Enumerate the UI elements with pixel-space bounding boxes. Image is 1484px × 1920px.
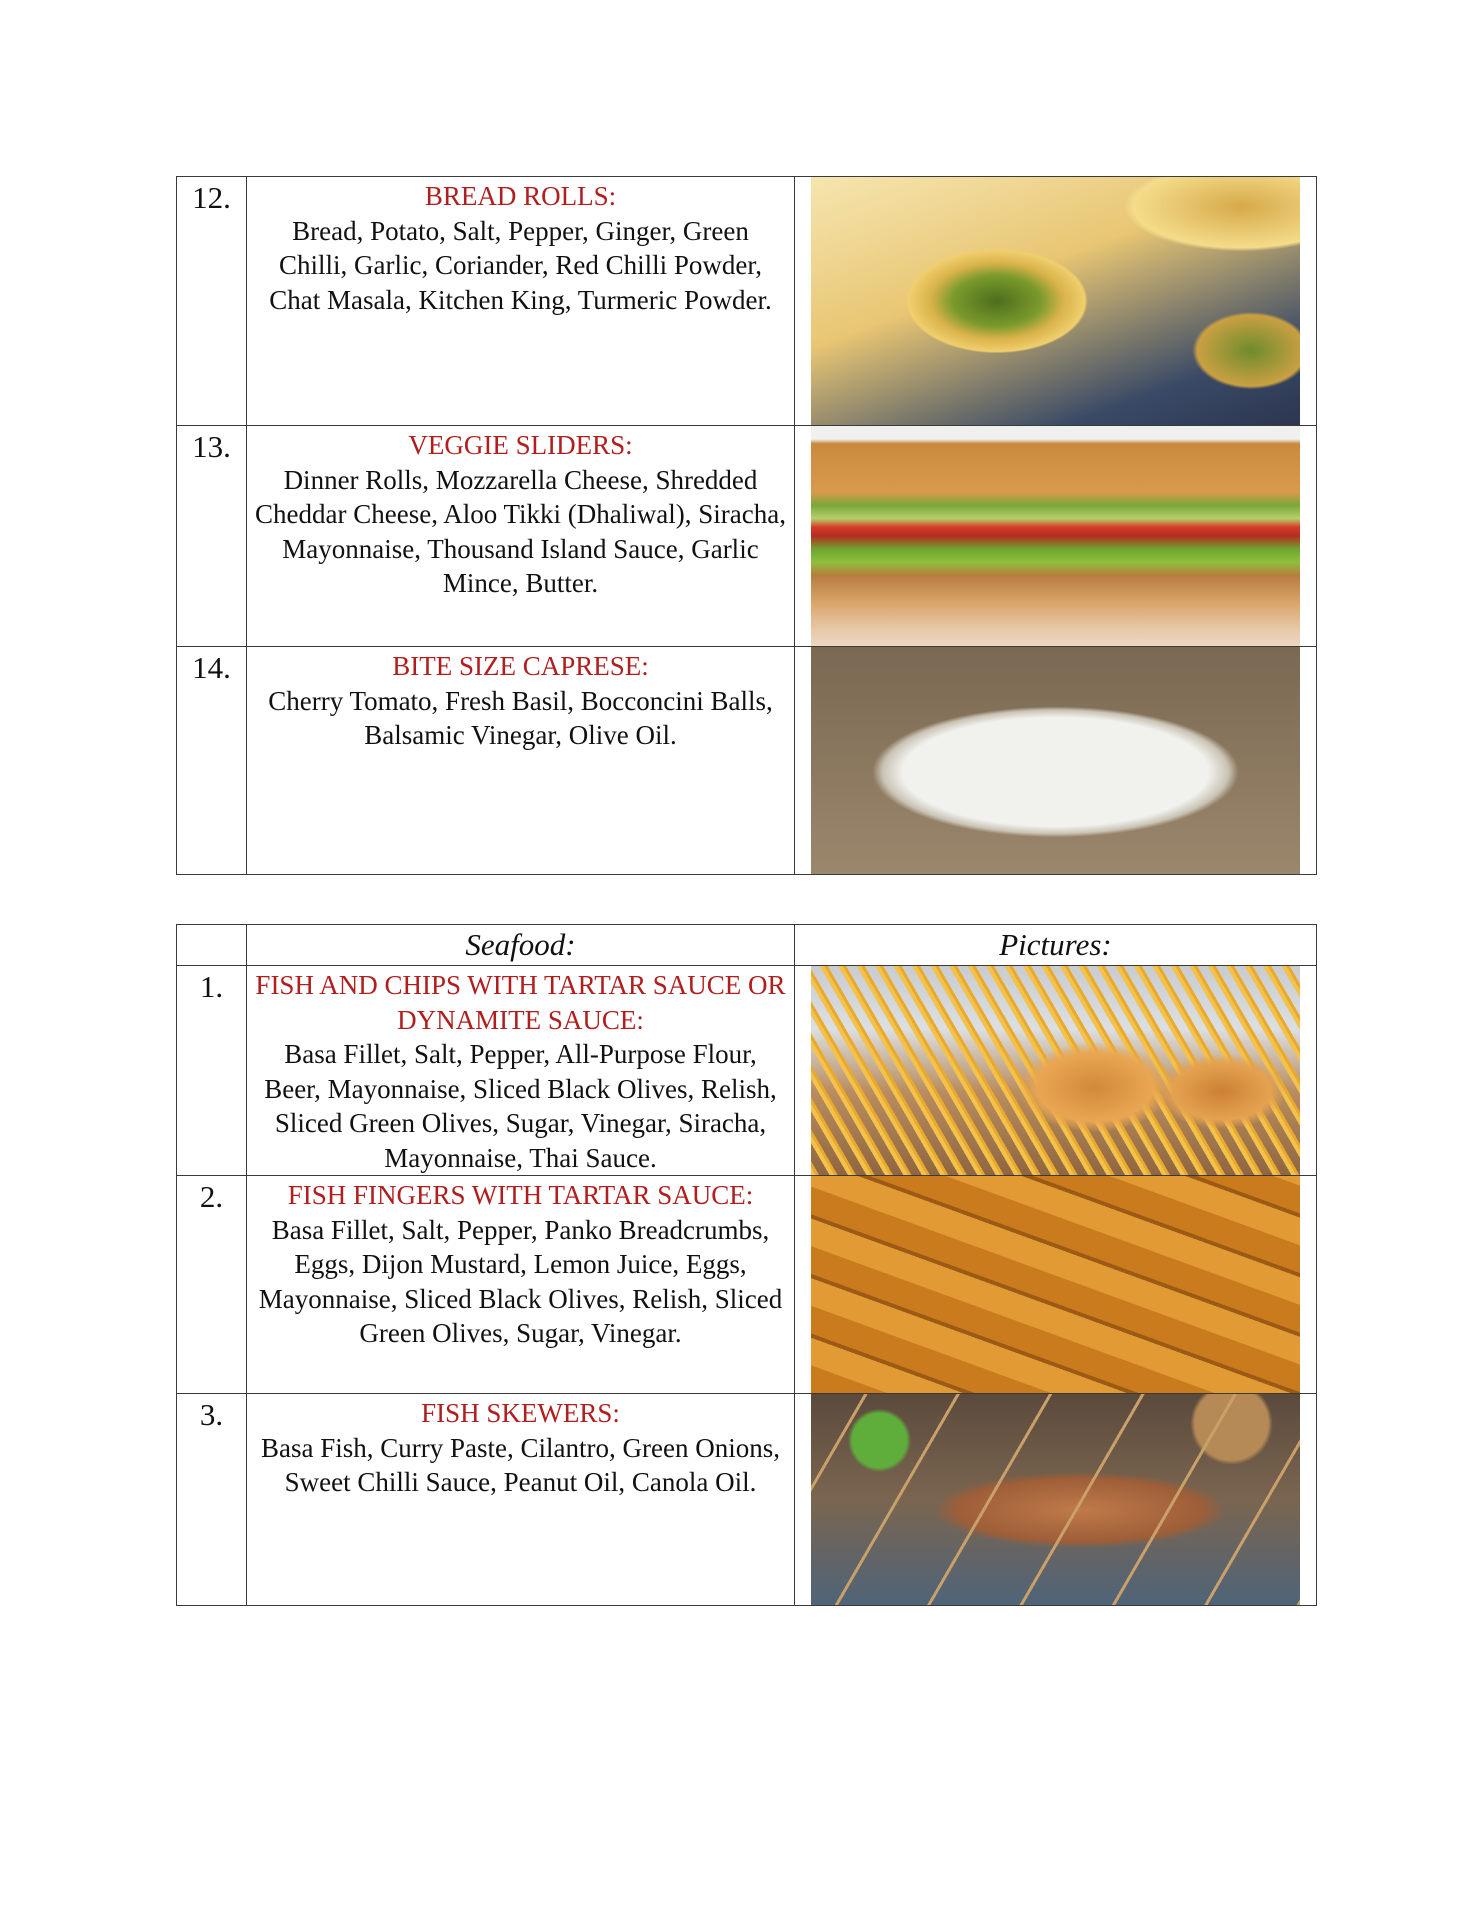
- item-picture-cell: [795, 426, 1317, 647]
- table-row: [177, 1176, 1317, 1394]
- dish-ingredients: Dinner Rolls, Mozzarella Cheese, Shredded Cheddar Cheese, Aloo Tikki (Dhaliwal), Siracha, Mayonnaise, Thousand Island Sauce, Garlic Mince, Butter.: [255, 464, 786, 598]
- item-number: 12.: [177, 177, 247, 426]
- item-description: [247, 1176, 795, 1394]
- dish-ingredients: Bread, Potato, Salt, Pepper, Ginger, Green Chilli, Garlic, Coriander, Red Chilli Powder, Chat Masala, Kitchen King, Turmeric Powder.: [269, 215, 772, 315]
- table-row: [177, 647, 1317, 875]
- item-picture-cell: [795, 647, 1317, 875]
- dish-title: FISH SKEWERS:: [421, 1398, 620, 1428]
- bite-size-caprese-photo: [811, 647, 1300, 874]
- item-number: 3.: [177, 1394, 247, 1606]
- item-number: 13.: [177, 426, 247, 647]
- dish-ingredients: Cherry Tomato, Fresh Basil, Bocconcini Balls, Balsamic Vinegar, Olive Oil.: [268, 685, 773, 750]
- vegetarian-menu-table: [176, 176, 1317, 875]
- dish-title: VEGGIE SLIDERS:: [408, 430, 633, 460]
- dish-ingredients: Basa Fillet, Salt, Pepper, Panko Breadcrumbs, Eggs, Dijon Mustard, Lemon Juice, Eggs, Mayonnaise, Sliced Black Olives, Relish, Sliced Green Olives, Sugar, Vinegar.: [258, 1214, 783, 1348]
- item-picture-cell: [795, 177, 1317, 426]
- item-picture-cell: [795, 966, 1317, 1176]
- header-section-title: Seafood:: [247, 925, 795, 966]
- dish-title: FISH AND CHIPS WITH TARTAR SAUCE OR DYNAMITE SAUCE:: [255, 970, 786, 1035]
- item-picture-cell: [795, 1394, 1317, 1606]
- table-header-row: [177, 925, 1317, 966]
- table-row: [177, 966, 1317, 1176]
- item-number: 1.: [177, 966, 247, 1176]
- fish-fingers-photo: [811, 1176, 1300, 1393]
- fish-and-chips-photo: [811, 966, 1300, 1175]
- dish-ingredients: Basa Fillet, Salt, Pepper, All-Purpose Flour, Beer, Mayonnaise, Sliced Black Olives, Relish, Sliced Green Olives, Sugar, Vinegar, Siracha, Mayonnaise, Thai Sauce.: [264, 1039, 777, 1173]
- item-description: [247, 647, 795, 875]
- bread-rolls-photo: [811, 177, 1300, 425]
- dish-title: BITE SIZE CAPRESE:: [392, 651, 649, 681]
- header-pictures: Pictures:: [795, 925, 1317, 966]
- item-number: 2.: [177, 1176, 247, 1394]
- fish-skewers-photo: [811, 1394, 1300, 1605]
- table-row: [177, 426, 1317, 647]
- item-description: [247, 1394, 795, 1606]
- header-number: [177, 925, 247, 966]
- item-description: [247, 177, 795, 426]
- item-number: 14.: [177, 647, 247, 875]
- table-row: [177, 177, 1317, 426]
- item-description: [247, 426, 795, 647]
- veggie-sliders-photo: [811, 426, 1300, 646]
- dish-ingredients: Basa Fish, Curry Paste, Cilantro, Green Onions, Sweet Chilli Sauce, Peanut Oil, Canola Oil.: [261, 1432, 780, 1497]
- dish-title: BREAD ROLLS:: [424, 181, 617, 211]
- item-picture-cell: [795, 1176, 1317, 1394]
- dish-title: FISH FINGERS WITH TARTAR SAUCE:: [287, 1180, 754, 1210]
- seafood-menu-table: [176, 924, 1317, 1606]
- table-row: [177, 1394, 1317, 1606]
- item-description: [247, 966, 795, 1176]
